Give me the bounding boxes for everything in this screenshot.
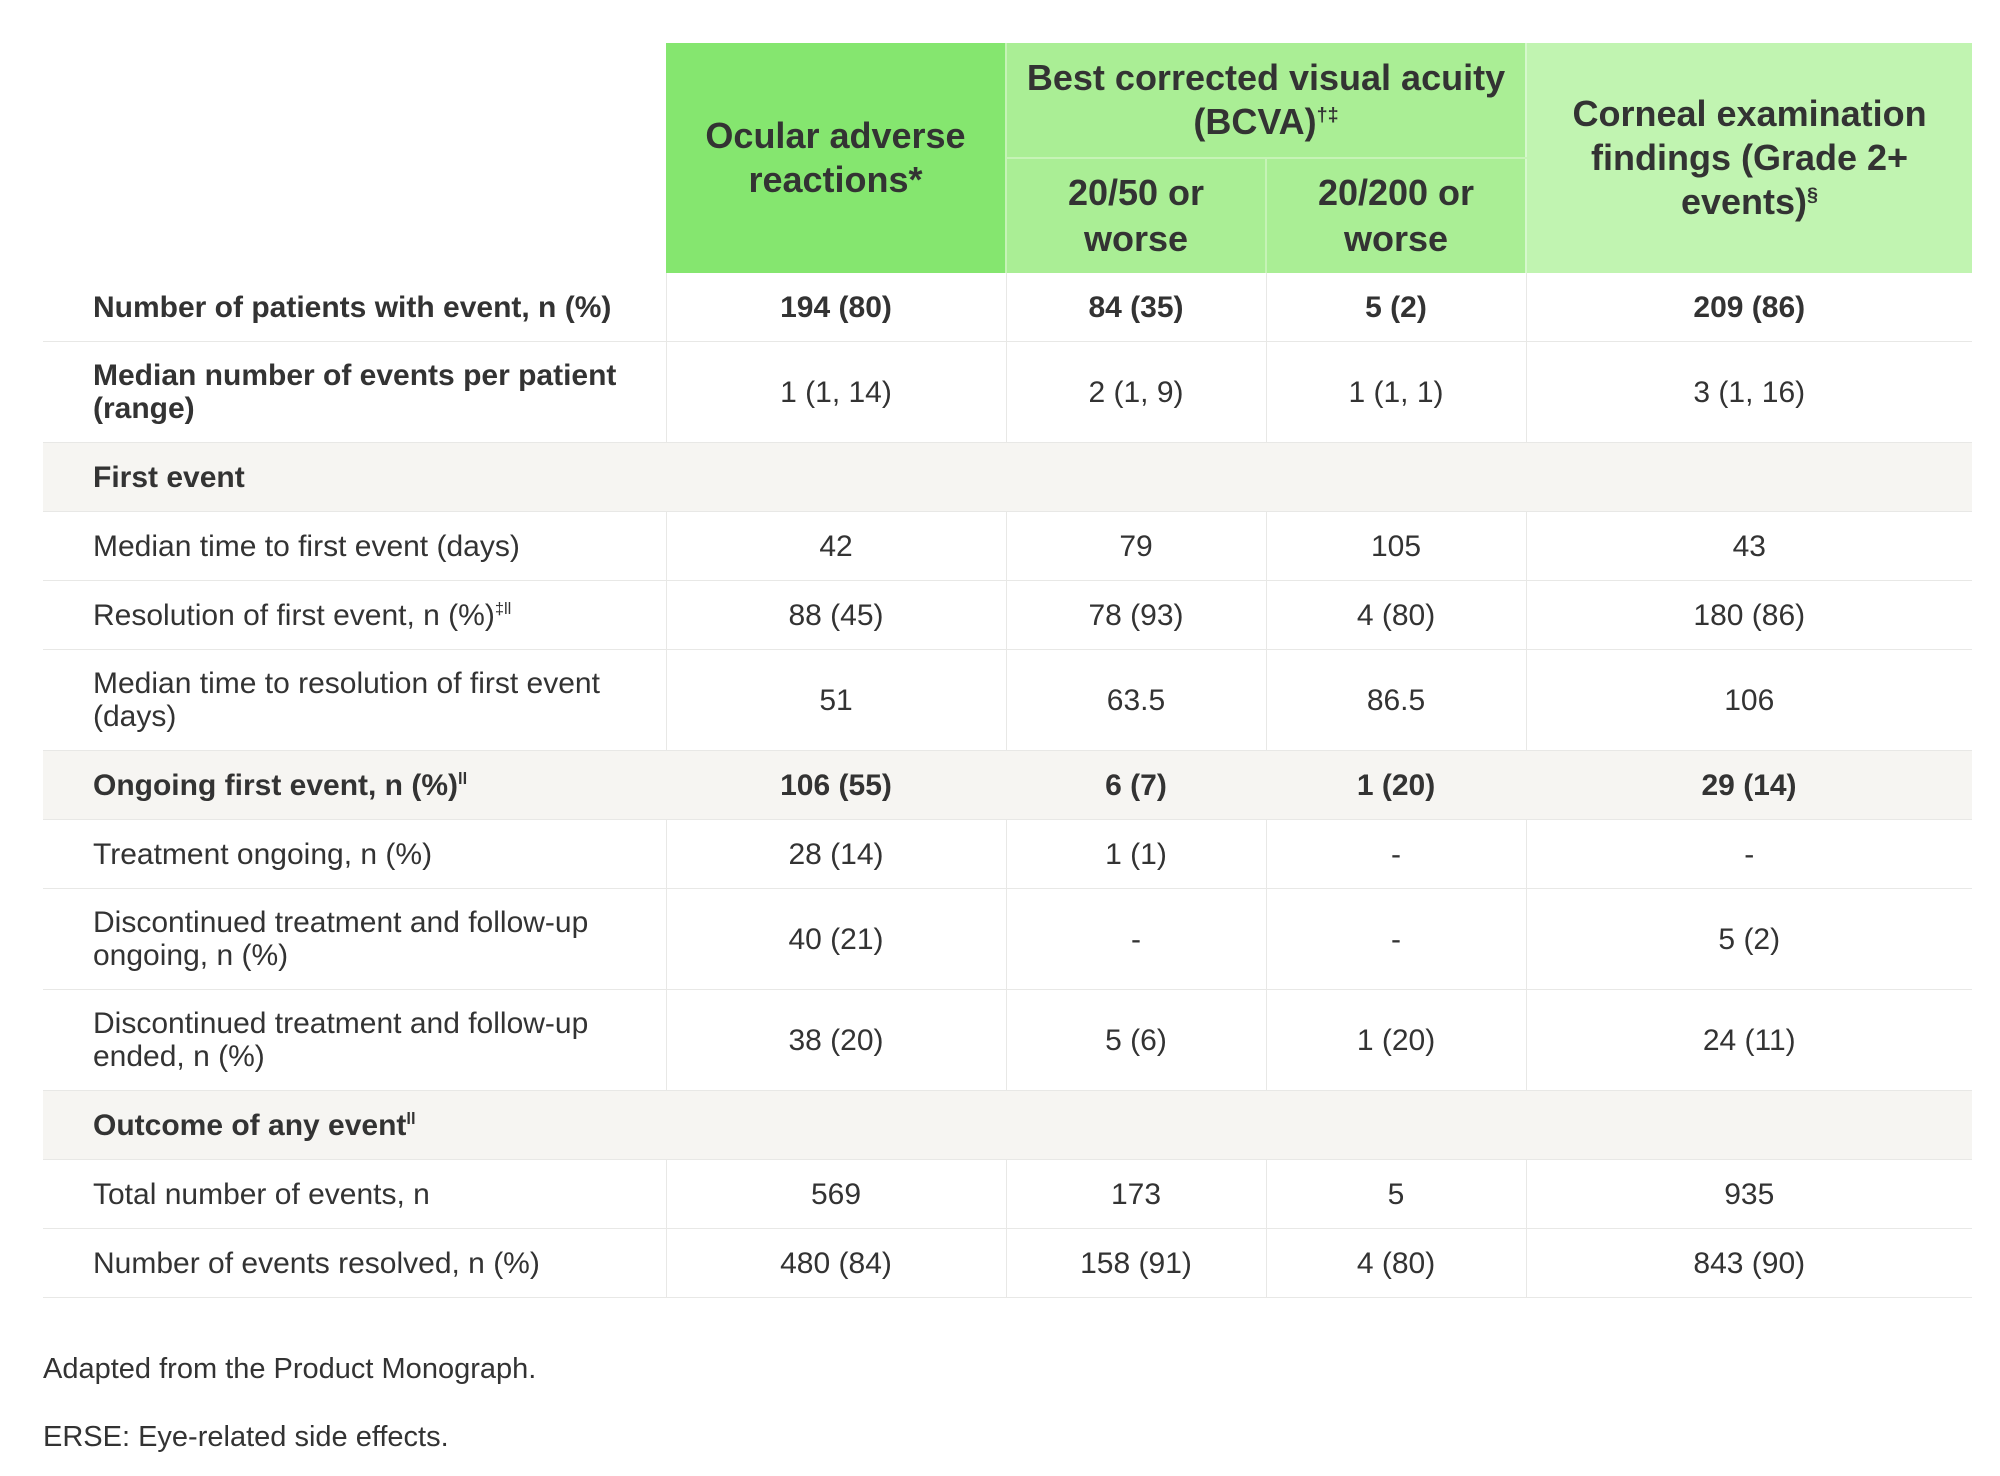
cell-bcva-20-200: 1 (1, 1) [1266,342,1526,443]
table-row [43,1160,1972,1229]
row-label: Median time to first event (days) [43,512,666,581]
cell-bcva-20-200: 86.5 [1266,650,1526,751]
table-row [43,990,1972,1091]
section-label-footnote-mark: ll [406,1109,416,1128]
row-label: Median time to resolution of first event (days) [43,650,666,751]
cell-bcva-20-200: 5 (2) [1266,273,1526,342]
row-label-text: Resolution of first event, n (%) [93,598,495,632]
cell-bcva-20-50: 63.5 [1006,650,1266,751]
cell-corneal: 24 (11) [1526,990,1972,1091]
cell-ocular: 480 (84) [666,1229,1006,1298]
cell-bcva-20-50: 158 (91) [1006,1229,1266,1298]
section-label [43,1091,1972,1160]
cell-bcva-20-50: 79 [1006,512,1266,581]
cell-corneal: 43 [1526,512,1972,581]
cell-corneal: 209 (86) [1526,273,1972,342]
header-bcva-title: Best corrected visual acuity (BCVA) [1026,57,1506,142]
cell-ocular: 106 (55) [666,751,1006,820]
cell-bcva-20-200: - [1266,820,1526,889]
cell-ocular: 1 (1, 14) [666,342,1006,443]
cell-corneal: - [1526,820,1972,889]
cell-bcva-20-50: 173 [1006,1160,1266,1229]
cell-bcva-20-200: 4 (80) [1266,1229,1526,1298]
cell-ocular: 88 (45) [666,581,1006,650]
cell-corneal: 29 (14) [1526,751,1972,820]
section-row-outcome-of-any-event [43,1091,1972,1160]
cell-ocular: 38 (20) [666,990,1006,1091]
row-label: Total number of events, n [43,1160,666,1229]
table-row [43,650,1972,751]
table-row [43,820,1972,889]
cell-corneal: 3 (1, 16) [1526,342,1972,443]
cell-bcva-20-50: 5 (6) [1006,990,1266,1091]
header-blank-cell [43,43,666,273]
cell-bcva-20-200: 105 [1266,512,1526,581]
cell-bcva-20-50: - [1006,889,1266,990]
header-corneal-footnote-mark: § [1807,184,1819,206]
header-corneal-title: Corneal examination findings (Grade 2+ events) [1572,93,1927,222]
cell-bcva-20-200: - [1266,889,1526,990]
header-corneal-findings [1526,43,1972,273]
cell-bcva-20-50: 1 (1) [1006,820,1266,889]
row-label-footnote-mark: ‡ll [494,599,512,618]
table-body [43,273,1972,1298]
cell-ocular: 51 [666,650,1006,751]
cell-corneal: 935 [1526,1160,1972,1229]
section-row-first-event [43,443,1972,512]
cell-corneal: 843 (90) [1526,1229,1972,1298]
cell-bcva-20-50: 78 (93) [1006,581,1266,650]
cell-ocular: 42 [666,512,1006,581]
header-bcva-20-200: 20/200 or worse [1266,158,1526,273]
row-label: Treatment ongoing, n (%) [43,820,666,889]
footnote-abbreviation: ERSE: Eye-related side effects. [43,1421,449,1453]
cell-bcva-20-200: 5 [1266,1160,1526,1229]
row-label: Number of patients with event, n (%) [43,273,666,342]
table-row [43,581,1972,650]
cell-ocular: 569 [666,1160,1006,1229]
section-label: First event [43,443,1972,512]
table-row [43,273,1972,342]
cell-bcva-20-50: 84 (35) [1006,273,1266,342]
cell-corneal: 5 (2) [1526,889,1972,990]
cell-ocular: 40 (21) [666,889,1006,990]
header-bcva-20-50: 20/50 or worse [1006,158,1266,273]
table-row [43,889,1972,990]
cell-bcva-20-50: 6 (7) [1006,751,1266,820]
cell-bcva-20-50: 2 (1, 9) [1006,342,1266,443]
cell-ocular: 28 (14) [666,820,1006,889]
table-row [43,512,1972,581]
table-row [43,1229,1972,1298]
cell-bcva-20-200: 1 (20) [1266,990,1526,1091]
row-label-text: Ongoing first event, n (%) [93,768,458,802]
row-label: Number of events resolved, n (%) [43,1229,666,1298]
cell-corneal: 180 (86) [1526,581,1972,650]
cell-bcva-20-200: 4 (80) [1266,581,1526,650]
header-ocular-adverse-reactions: Ocular adverse reactions* [666,43,1006,273]
table-row [43,342,1972,443]
row-label-footnote-mark: ll [458,769,468,788]
section-label-text: Outcome of any event [93,1108,407,1142]
row-label [43,751,666,820]
table-header [43,43,1972,273]
row-label: Discontinued treatment and follow-up ongoing, n (%) [43,889,666,990]
cell-bcva-20-200: 1 (20) [1266,751,1526,820]
row-label: Median number of events per patient (range) [43,342,666,443]
ocular-events-table [43,43,1972,1298]
header-bcva [1006,43,1526,158]
cell-ocular: 194 (80) [666,273,1006,342]
header-bcva-footnote-marks: †‡ [1316,104,1339,126]
cell-corneal: 106 [1526,650,1972,751]
footnote-source: Adapted from the Product Monograph. [43,1353,537,1385]
row-label [43,581,666,650]
row-label: Discontinued treatment and follow-up ended, n (%) [43,990,666,1091]
section-row-ongoing-first-event [43,751,1972,820]
